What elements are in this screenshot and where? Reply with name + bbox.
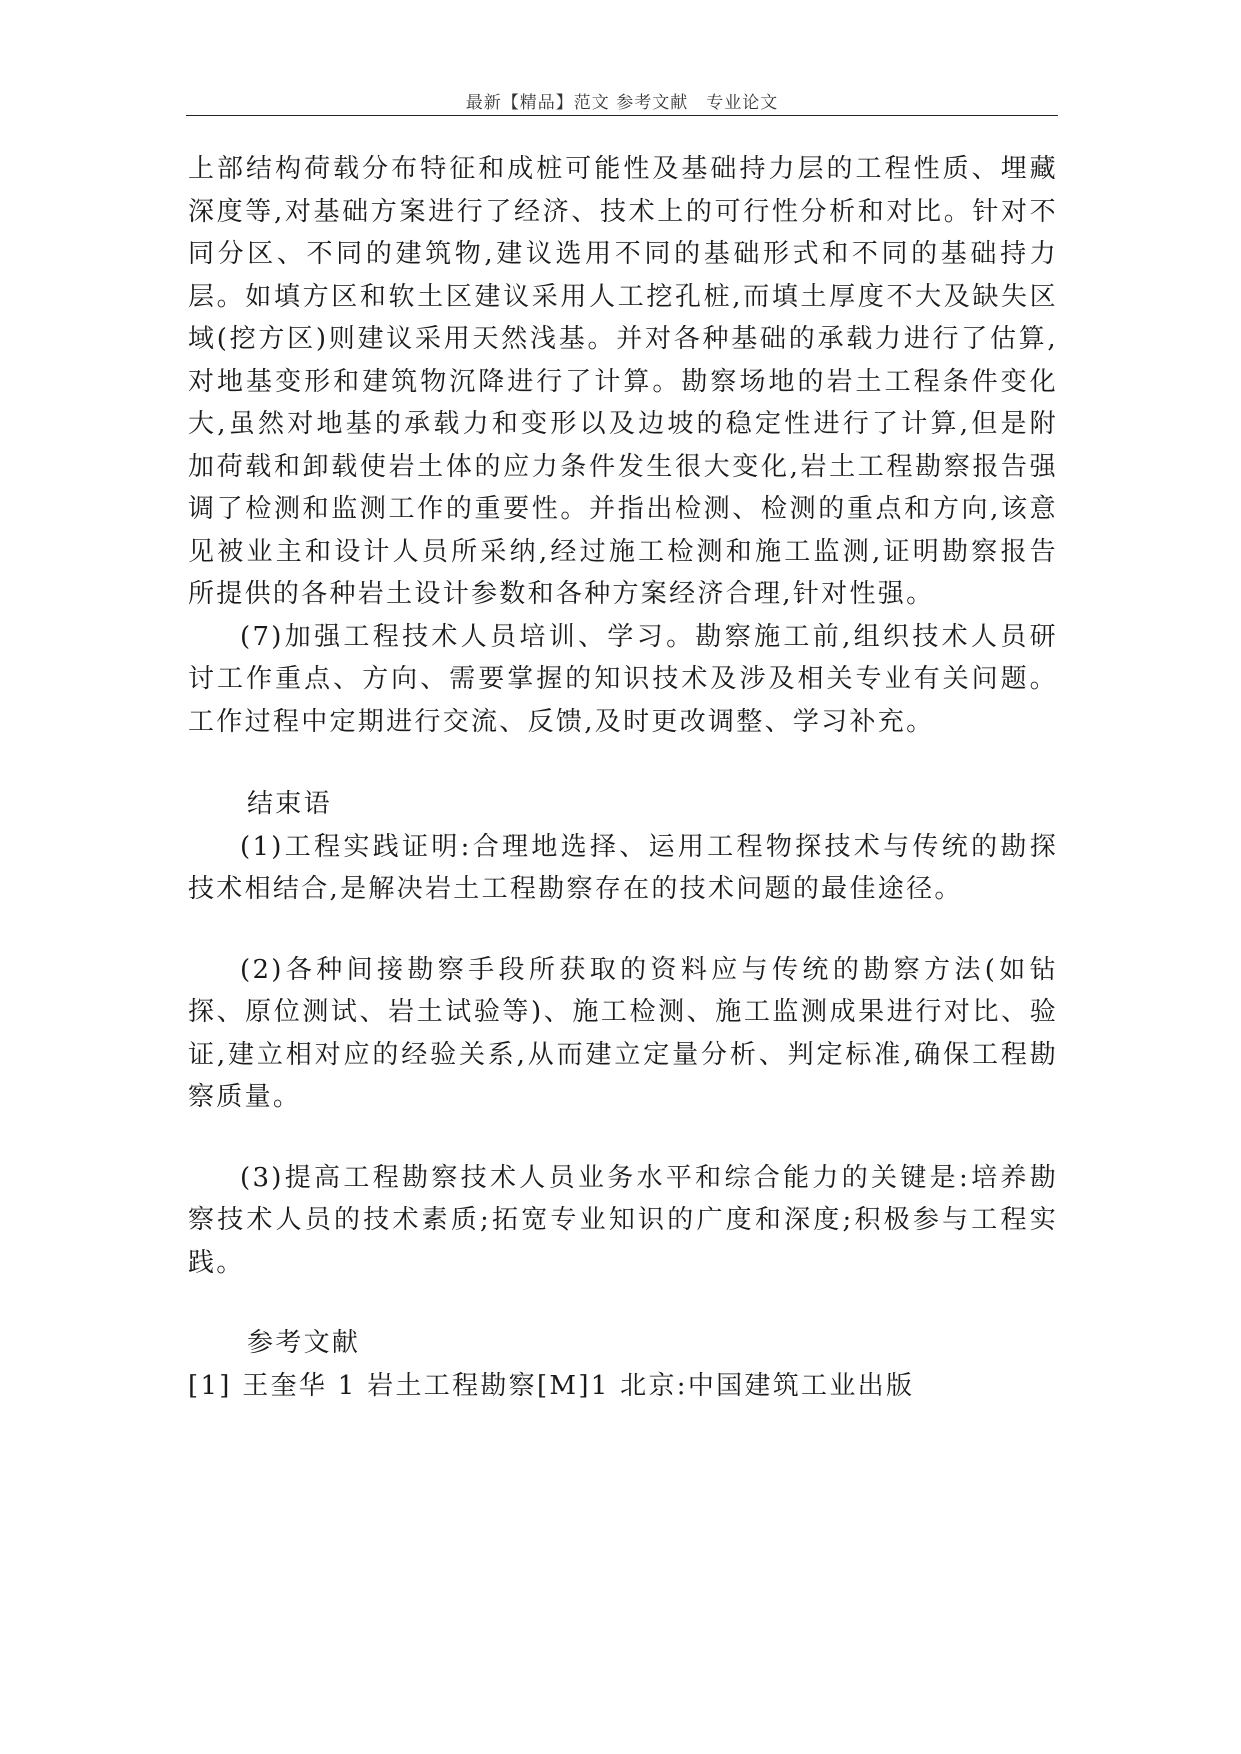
conclusion-item-3: (3)提高工程勘察技术人员业务水平和综合能力的关键是:培养勘察技术人员的技术素质;拓宽专业知识的广度和深度;积极参与工程实践。 — [188, 1162, 1058, 1278]
paragraph-training: (7)加强工程技术人员培训、学习。勘察施工前,组织技术人员研讨工作重点、方向、需要掌握的知识技术及涉及相关专业有关问题。工作过程中定期进行交流、反馈,及时更改调整、学习补充。 — [188, 621, 1058, 737]
conclusion-item-2: (2)各种间接勘察手段所获取的资料应与传统的勘察方法(如钻探、原位测试、岩土试验等)、施工检测、施工监测成果进行对比、验证,建立相对应的经验关系,从而建立定量分析、判定标准,确保工程勘察质量。 — [188, 954, 1058, 1112]
page-header: 最新【精品】范文 参考文献 专业论文 — [465, 93, 779, 113]
references-heading: 参考文献 — [247, 1328, 361, 1358]
paragraph-foundation-analysis: 上部结构荷载分布特征和成桩可能性及基础持力层的工程性质、埋藏深度等,对基础方案进行了经济、技术上的可行性分析和对比。针对不同分区、不同的建筑物,建议选用不同的基础形式和不同的基础持力层。如填方区和软土区建议采用人工挖孔桩,而填土厚度不大及缺失区域(挖方区)则建议采用天然浅基。并对各种基础的承载力进行了估算,对地基变形和建筑物沉降进行了计算。勘察场地的岩土工程条件变化大,虽然对地基的承载力和变形以及边坡的稳定性进行了计算,但是附加荷载和卸载使岩土体的应力条件发生很大变化,岩土工程勘察报告强调了检测和监测工作的重要性。并指出检测、检测的重点和方向,该意见被业主和设计人员所采纳,经过施工检测和施工监测,证明勘察报告所提供的各种岩土设计参数和各种方案经济合理,针对性强。 — [188, 154, 1058, 609]
header-rule — [186, 115, 1058, 116]
body-text — [188, 148, 1058, 1407]
conclusion-heading: 结束语 — [247, 789, 332, 819]
reference-item-1: [1] 王奎华 1 岩土工程勘察[M]1 北京:中国建筑工业出版 — [188, 1370, 915, 1401]
conclusion-item-1: (1)工程实践证明:合理地选择、运用工程物探技术与传统的勘探技术相结合,是解决岩土工程勘察存在的技术问题的最佳途径。 — [188, 831, 1058, 904]
